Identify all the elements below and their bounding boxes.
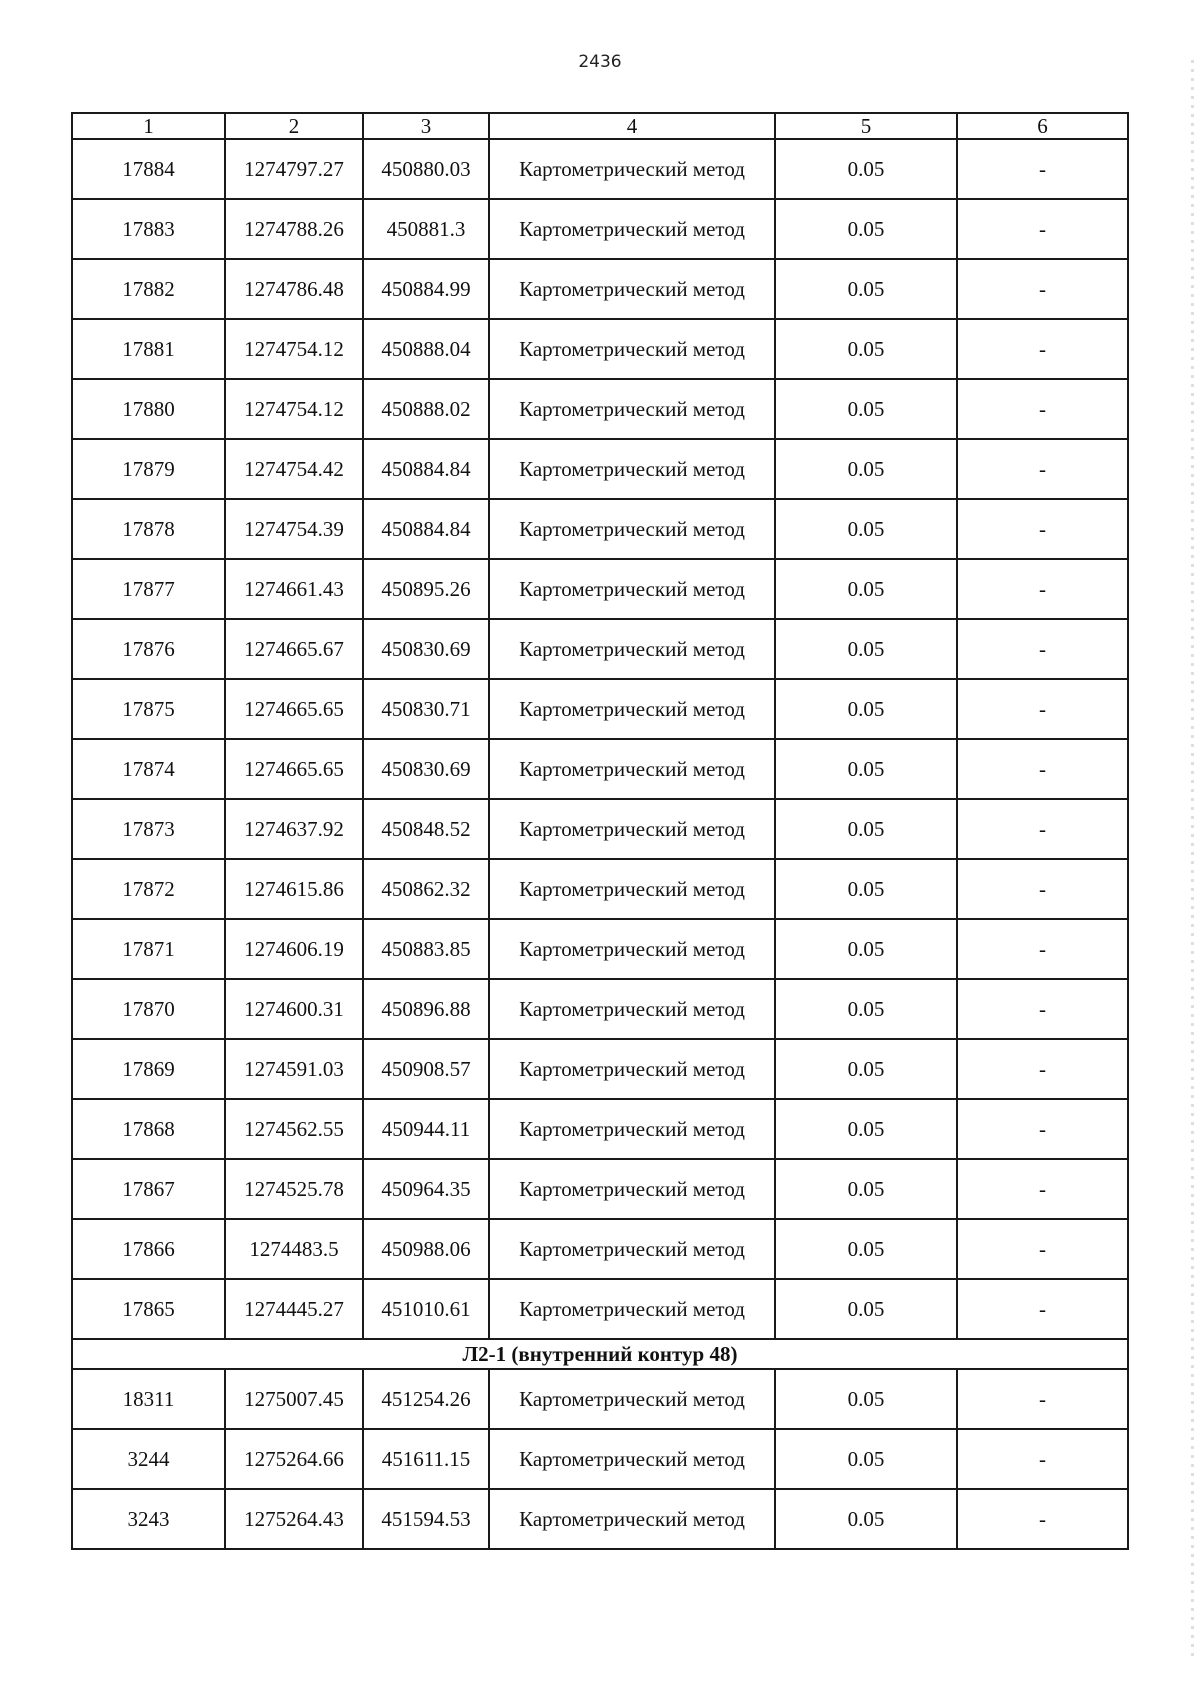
table-cell: 1274665.67 — [225, 619, 363, 679]
table-cell: 1274754.12 — [225, 319, 363, 379]
table-cell: 450884.99 — [363, 259, 489, 319]
table-row — [72, 1369, 1128, 1429]
table-row — [72, 979, 1128, 1039]
table-cell: - — [957, 499, 1128, 559]
table-row — [72, 1219, 1128, 1279]
table-cell: 0.05 — [775, 1039, 957, 1099]
table-cell: 450896.88 — [363, 979, 489, 1039]
table-cell: 450964.35 — [363, 1159, 489, 1219]
table-cell: 450884.84 — [363, 499, 489, 559]
table-cell: 17883 — [72, 199, 225, 259]
table-cell: 1274615.86 — [225, 859, 363, 919]
table-cell: 17872 — [72, 859, 225, 919]
table-row — [72, 259, 1128, 319]
table-cell: - — [957, 1159, 1128, 1219]
table-cell: 450862.32 — [363, 859, 489, 919]
scan-edge-artifact — [1191, 60, 1194, 1660]
table-cell: Картометрический метод — [489, 259, 775, 319]
table-cell: 17874 — [72, 739, 225, 799]
table-cell: 1275264.43 — [225, 1489, 363, 1549]
table-cell: - — [957, 1039, 1128, 1099]
table-cell: - — [957, 1369, 1128, 1429]
table-cell: 451254.26 — [363, 1369, 489, 1429]
table-cell: 450988.06 — [363, 1219, 489, 1279]
table-row — [72, 619, 1128, 679]
table-cell: 1274445.27 — [225, 1279, 363, 1339]
table-cell: Картометрический метод — [489, 1099, 775, 1159]
table-cell: 0.05 — [775, 799, 957, 859]
table-cell: Картометрический метод — [489, 1489, 775, 1549]
table-cell: 17869 — [72, 1039, 225, 1099]
table-cell: 1274606.19 — [225, 919, 363, 979]
table-cell: 450888.02 — [363, 379, 489, 439]
table-cell: 17865 — [72, 1279, 225, 1339]
table-row — [72, 919, 1128, 979]
table-cell: 17866 — [72, 1219, 225, 1279]
table-row — [72, 499, 1128, 559]
table-row — [72, 679, 1128, 739]
table-cell: 451594.53 — [363, 1489, 489, 1549]
table-cell: 0.05 — [775, 859, 957, 919]
table-cell: 0.05 — [775, 1489, 957, 1549]
table-cell: - — [957, 139, 1128, 199]
table-cell: 450881.3 — [363, 199, 489, 259]
table-row — [72, 139, 1128, 199]
table-cell: 17880 — [72, 379, 225, 439]
table-row — [72, 1429, 1128, 1489]
table-cell: 1274600.31 — [225, 979, 363, 1039]
table-cell: 1274786.48 — [225, 259, 363, 319]
table-cell: - — [957, 679, 1128, 739]
table-cell: 0.05 — [775, 1279, 957, 1339]
table-cell: 450908.57 — [363, 1039, 489, 1099]
table-cell: Картометрический метод — [489, 499, 775, 559]
table-cell: Картометрический метод — [489, 139, 775, 199]
table-cell: 1275264.66 — [225, 1429, 363, 1489]
table-cell: 1274754.42 — [225, 439, 363, 499]
coordinates-table — [71, 112, 1129, 1550]
table-row — [72, 559, 1128, 619]
table-cell: 0.05 — [775, 319, 957, 379]
section-title-row — [72, 1339, 1128, 1369]
table-cell: 17882 — [72, 259, 225, 319]
table-cell: 1274562.55 — [225, 1099, 363, 1159]
table-cell: 1274591.03 — [225, 1039, 363, 1099]
table-cell: 0.05 — [775, 199, 957, 259]
table-cell: 17878 — [72, 499, 225, 559]
table-cell: Картометрический метод — [489, 1039, 775, 1099]
table-cell: Картометрический метод — [489, 319, 775, 379]
table-cell: 18311 — [72, 1369, 225, 1429]
table-row — [72, 739, 1128, 799]
table-row — [72, 319, 1128, 379]
table-cell: 1274788.26 — [225, 199, 363, 259]
table-cell: Картометрический метод — [489, 1279, 775, 1339]
column-header: 3 — [363, 113, 489, 139]
table-cell: 0.05 — [775, 1219, 957, 1279]
table-cell: 1274665.65 — [225, 739, 363, 799]
table-cell: 0.05 — [775, 259, 957, 319]
table-cell: 450888.04 — [363, 319, 489, 379]
table-row — [72, 859, 1128, 919]
table-cell: 1274665.65 — [225, 679, 363, 739]
table-cell: 0.05 — [775, 919, 957, 979]
table-cell: Картометрический метод — [489, 859, 775, 919]
table-cell: 0.05 — [775, 1429, 957, 1489]
table-cell: 0.05 — [775, 1369, 957, 1429]
table-cell: - — [957, 739, 1128, 799]
table-cell: 17873 — [72, 799, 225, 859]
table-cell: 1274483.5 — [225, 1219, 363, 1279]
table-cell: - — [957, 1279, 1128, 1339]
table-cell: - — [957, 799, 1128, 859]
table-cell: - — [957, 379, 1128, 439]
table-cell: 0.05 — [775, 739, 957, 799]
table-cell: 450830.69 — [363, 619, 489, 679]
table-cell: - — [957, 979, 1128, 1039]
table-cell: - — [957, 1489, 1128, 1549]
table-cell: 0.05 — [775, 379, 957, 439]
table-cell: - — [957, 1429, 1128, 1489]
table-cell: Картометрический метод — [489, 1369, 775, 1429]
section-title: Л2-1 (внутренний контур 48) — [72, 1339, 1128, 1369]
table-cell: 0.05 — [775, 559, 957, 619]
table-cell: Картометрический метод — [489, 379, 775, 439]
table-cell: 17871 — [72, 919, 225, 979]
column-header: 6 — [957, 113, 1128, 139]
table-cell: Картометрический метод — [489, 619, 775, 679]
table-cell: Картометрический метод — [489, 919, 775, 979]
page-number: 2436 — [578, 52, 622, 72]
table-body — [72, 139, 1128, 1549]
table-cell: 450883.85 — [363, 919, 489, 979]
table-cell: 17867 — [72, 1159, 225, 1219]
table-cell: Картометрический метод — [489, 1159, 775, 1219]
column-header: 2 — [225, 113, 363, 139]
table-cell: - — [957, 559, 1128, 619]
table-cell: - — [957, 1219, 1128, 1279]
table-row — [72, 199, 1128, 259]
table-cell: 1274661.43 — [225, 559, 363, 619]
table-cell: 451010.61 — [363, 1279, 489, 1339]
table-cell: Картометрический метод — [489, 1219, 775, 1279]
table-cell: 1274754.12 — [225, 379, 363, 439]
table-cell: 0.05 — [775, 1159, 957, 1219]
table-cell: 0.05 — [775, 499, 957, 559]
table-cell: 0.05 — [775, 979, 957, 1039]
table-row — [72, 1489, 1128, 1549]
table-cell: Картометрический метод — [489, 679, 775, 739]
table-cell: 1274754.39 — [225, 499, 363, 559]
column-header: 1 — [72, 113, 225, 139]
table-cell: - — [957, 439, 1128, 499]
table-cell: - — [957, 199, 1128, 259]
table-cell: 450830.69 — [363, 739, 489, 799]
table-cell: 17875 — [72, 679, 225, 739]
table-cell: 450880.03 — [363, 139, 489, 199]
table-cell: 3244 — [72, 1429, 225, 1489]
table-cell: 1274637.92 — [225, 799, 363, 859]
table-cell: 1275007.45 — [225, 1369, 363, 1429]
table-cell: 17870 — [72, 979, 225, 1039]
table-cell: 3243 — [72, 1489, 225, 1549]
table-cell: - — [957, 919, 1128, 979]
table-cell: 450944.11 — [363, 1099, 489, 1159]
column-header: 4 — [489, 113, 775, 139]
table-cell: 17881 — [72, 319, 225, 379]
table-cell: 1274525.78 — [225, 1159, 363, 1219]
table-row — [72, 1039, 1128, 1099]
table-cell: - — [957, 619, 1128, 679]
table-row — [72, 1279, 1128, 1339]
table-cell: - — [957, 319, 1128, 379]
table-cell: Картометрический метод — [489, 799, 775, 859]
table-cell: - — [957, 1099, 1128, 1159]
table-cell: - — [957, 259, 1128, 319]
table-header-row — [72, 113, 1128, 139]
table-cell: 0.05 — [775, 439, 957, 499]
column-header: 5 — [775, 113, 957, 139]
table-row — [72, 439, 1128, 499]
table-cell: 450830.71 — [363, 679, 489, 739]
table-cell: Картометрический метод — [489, 739, 775, 799]
table-cell: 450848.52 — [363, 799, 489, 859]
table-cell: 17868 — [72, 1099, 225, 1159]
table-row — [72, 799, 1128, 859]
table-cell: 0.05 — [775, 1099, 957, 1159]
table-cell: 0.05 — [775, 679, 957, 739]
table-row — [72, 1099, 1128, 1159]
table-cell: 450895.26 — [363, 559, 489, 619]
table-cell: - — [957, 859, 1128, 919]
table-row — [72, 1159, 1128, 1219]
table-cell: Картометрический метод — [489, 439, 775, 499]
table-cell: Картометрический метод — [489, 1429, 775, 1489]
table-cell: Картометрический метод — [489, 199, 775, 259]
table-cell: 17876 — [72, 619, 225, 679]
table-row — [72, 379, 1128, 439]
table-cell: 17877 — [72, 559, 225, 619]
table-cell: 450884.84 — [363, 439, 489, 499]
table-cell: 0.05 — [775, 619, 957, 679]
table-cell: 0.05 — [775, 139, 957, 199]
table-cell: 17884 — [72, 139, 225, 199]
table-cell: Картометрический метод — [489, 979, 775, 1039]
table-cell: 17879 — [72, 439, 225, 499]
table-cell: Картометрический метод — [489, 559, 775, 619]
table-cell: 451611.15 — [363, 1429, 489, 1489]
table-cell: 1274797.27 — [225, 139, 363, 199]
